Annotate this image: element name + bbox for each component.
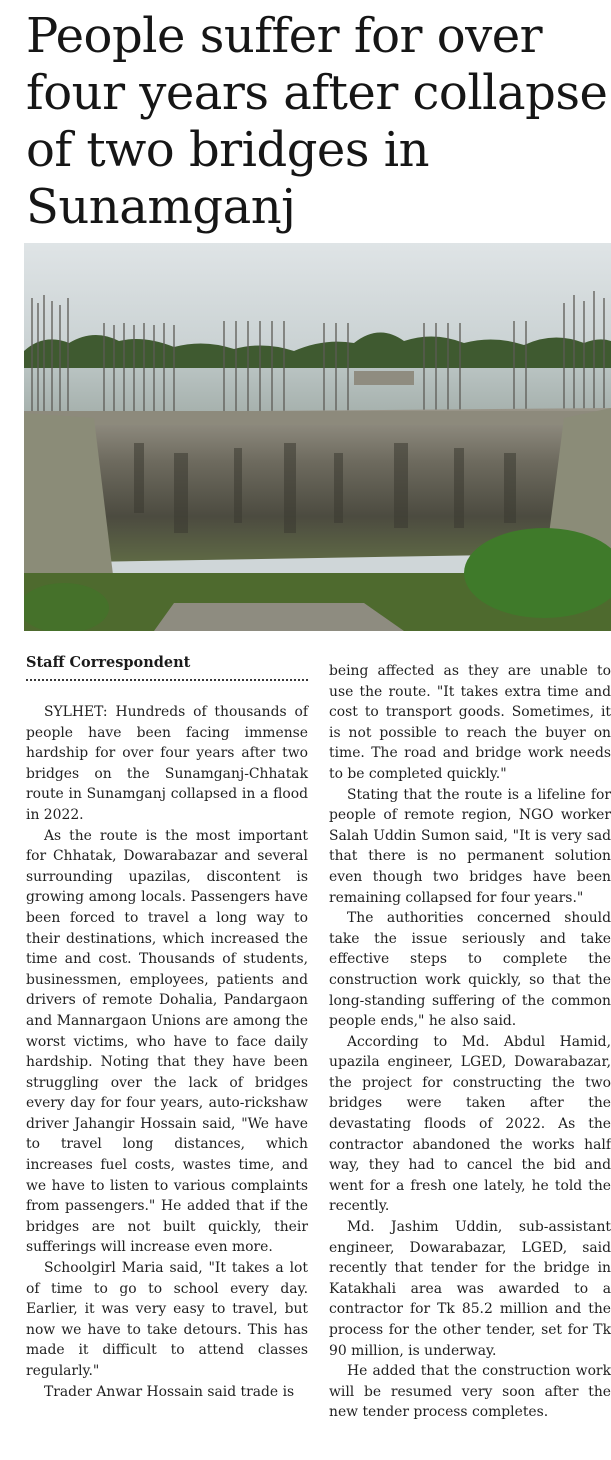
paragraph: Schoolgirl Maria said, "It takes a lot of time to go to school every day. Earlier, it was very easy to travel, but now we have to take detours. This has made it difficult to attend classes regularly." [26,1260,308,1379]
paragraph: He added that the construction work will be resumed very soon after the new tender process completes. [329,1363,611,1421]
paragraph: being affected as they are unable to use the route. "It takes extra time and cost to transport goods. Sometimes, it is not possible to reach the buyer on time. The road and bridge work needs to be completed quickly." [329,663,611,782]
byline-divider [26,679,308,681]
paragraph: As the route is the most important for Chhatak, Dowarabazar and several surrounding upazilas, discontent is growing among locals. Passengers have been forced to travel a long way to their destinations, which increased the time and cost. Thousands of students, businessmen, employees, patients and drivers of remote Dohalia, Pandargaon and Mannargaon Unions are among the worst victims, who have to face daily hardship. Noting that they have been struggling over the lack of bridges every day for four years, auto-rickshaw driver Jahangir Hossain said, "We have to travel long distances, which increases fuel costs, wastes time, and we have to listen to various complaints from passengers." He added that if the bridges are not built quickly, their sufferings will increase even more. [26,827,308,1256]
paragraph: The authorities concerned should take the issue seriously and take effective steps to complete the construction work quickly, so that the long-standing suffering of the common people ends," he also said. [329,910,611,1030]
paragraph: Trader Anwar Hossain said trade is [44,1383,295,1400]
article-column-1 [26,702,308,1402]
paragraph: Stating that the route is a lifeline for people of remote region, NGO worker Salah Uddin Sumon said, "It is very sad that there is no permanent solution even though two bridges have been remaining collapsed for four years." [329,786,611,906]
paragraph: SYLHET: Hundreds of thousands of people have been facing immense hardship for over four years after two bridges on the Sunamganj-Chhatak route in Sunamganj collapsed in a flood in 2022. [26,704,308,823]
headline: People suffer for over four years after collapse of two bridges in Sunamganj [26,8,608,235]
byline: Staff Correspondent [26,654,191,671]
paragraph: Md. Jashim Uddin, sub-assistant engineer, Dowarabazar, LGED, said recently that tender for the bridge in Katakhali area was awarded to a contractor for Tk 85.2 million and the process for the other tender, set for Tk 90 million, is underway. [329,1219,611,1359]
paragraph: According to Md. Abdul Hamid, upazila engineer, LGED, Dowarabazar, the project for constructing the two bridges were taken after the devastating floods of 2022. As the contractor abandoned the works half way, they had to cancel the bid and went for a fresh one lately, he told the recently. [329,1033,611,1215]
article-photo [24,243,611,631]
article-column-2 [329,661,611,1423]
